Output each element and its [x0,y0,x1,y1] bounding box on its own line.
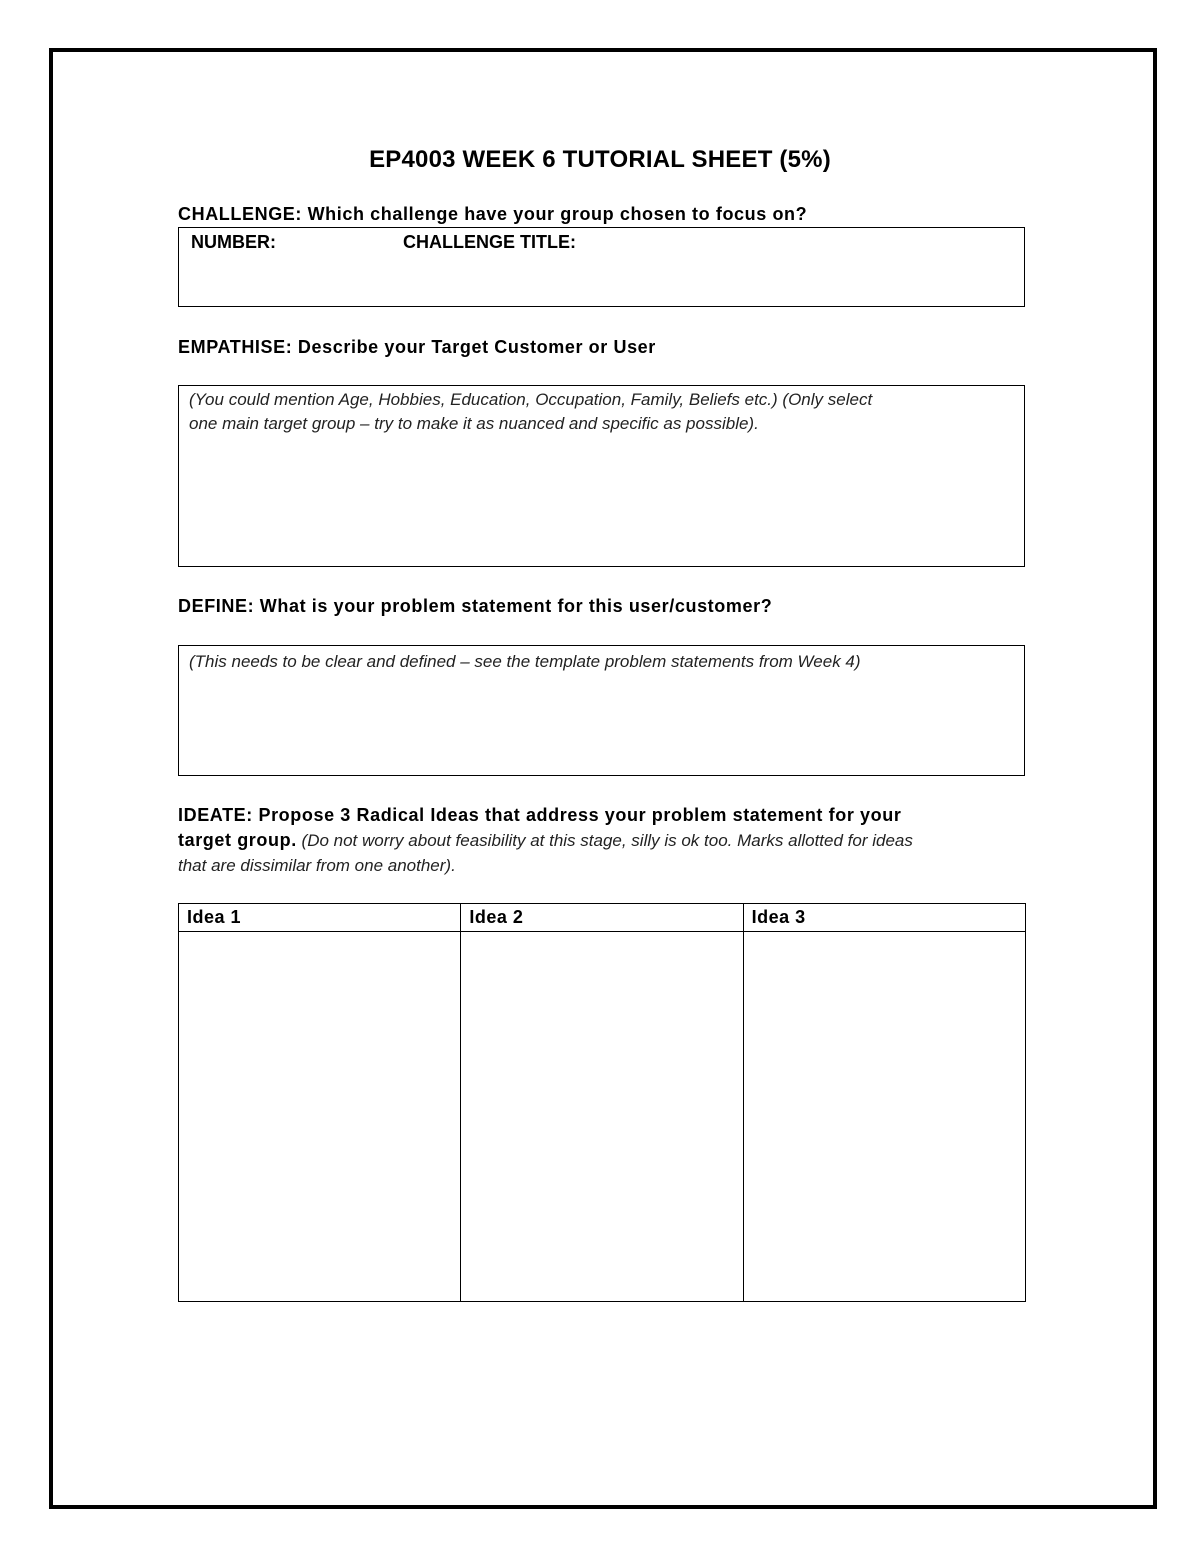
challenge-heading: CHALLENGE: Which challenge have your group chosen to focus on? [178,204,808,224]
ideate-heading-bold: target group. [178,830,297,850]
challenge-box[interactable] [178,227,1025,307]
ideas-table [178,903,1026,1302]
idea-3-cell[interactable] [743,932,1025,1302]
define-hint: (This needs to be clear and defined – see the template problem statements from Week 4) [189,652,861,671]
number-label: NUMBER: [191,232,276,252]
idea-1-header: Idea 1 [179,904,461,932]
ideate-heading [178,803,1028,878]
empathise-hint-line2: one main target group – try to make it as nuanced and specific as possible). [189,414,759,433]
empathise-heading: EMPATHISE: Describe your Target Customer or User [178,337,656,357]
idea-3-header: Idea 3 [743,904,1025,932]
empathise-hint-line1: (You could mention Age, Hobbies, Education, Occupation, Family, Beliefs etc.) (Only select [189,390,873,409]
idea-2-header: Idea 2 [461,904,743,932]
empathise-box[interactable] [178,385,1025,567]
ideate-hint-inline: (Do not worry about feasibility at this stage, silly is ok too. Marks allotted for ideas [296,831,913,850]
challenge-title-label: CHALLENGE TITLE: [403,232,576,252]
ideate-heading-line1: IDEATE: Propose 3 Radical Ideas that address your problem statement for your [178,805,902,825]
define-box[interactable] [178,645,1025,776]
idea-1-cell[interactable] [179,932,461,1302]
ideate-hint-line3: that are dissimilar from one another). [178,856,456,875]
ideate-heading-line2 [178,828,1028,853]
define-heading: DEFINE: What is your problem statement for this user/customer? [178,596,773,616]
page-title: EP4003 WEEK 6 TUTORIAL SHEET (5%) [369,146,831,173]
idea-2-cell[interactable] [461,932,743,1302]
